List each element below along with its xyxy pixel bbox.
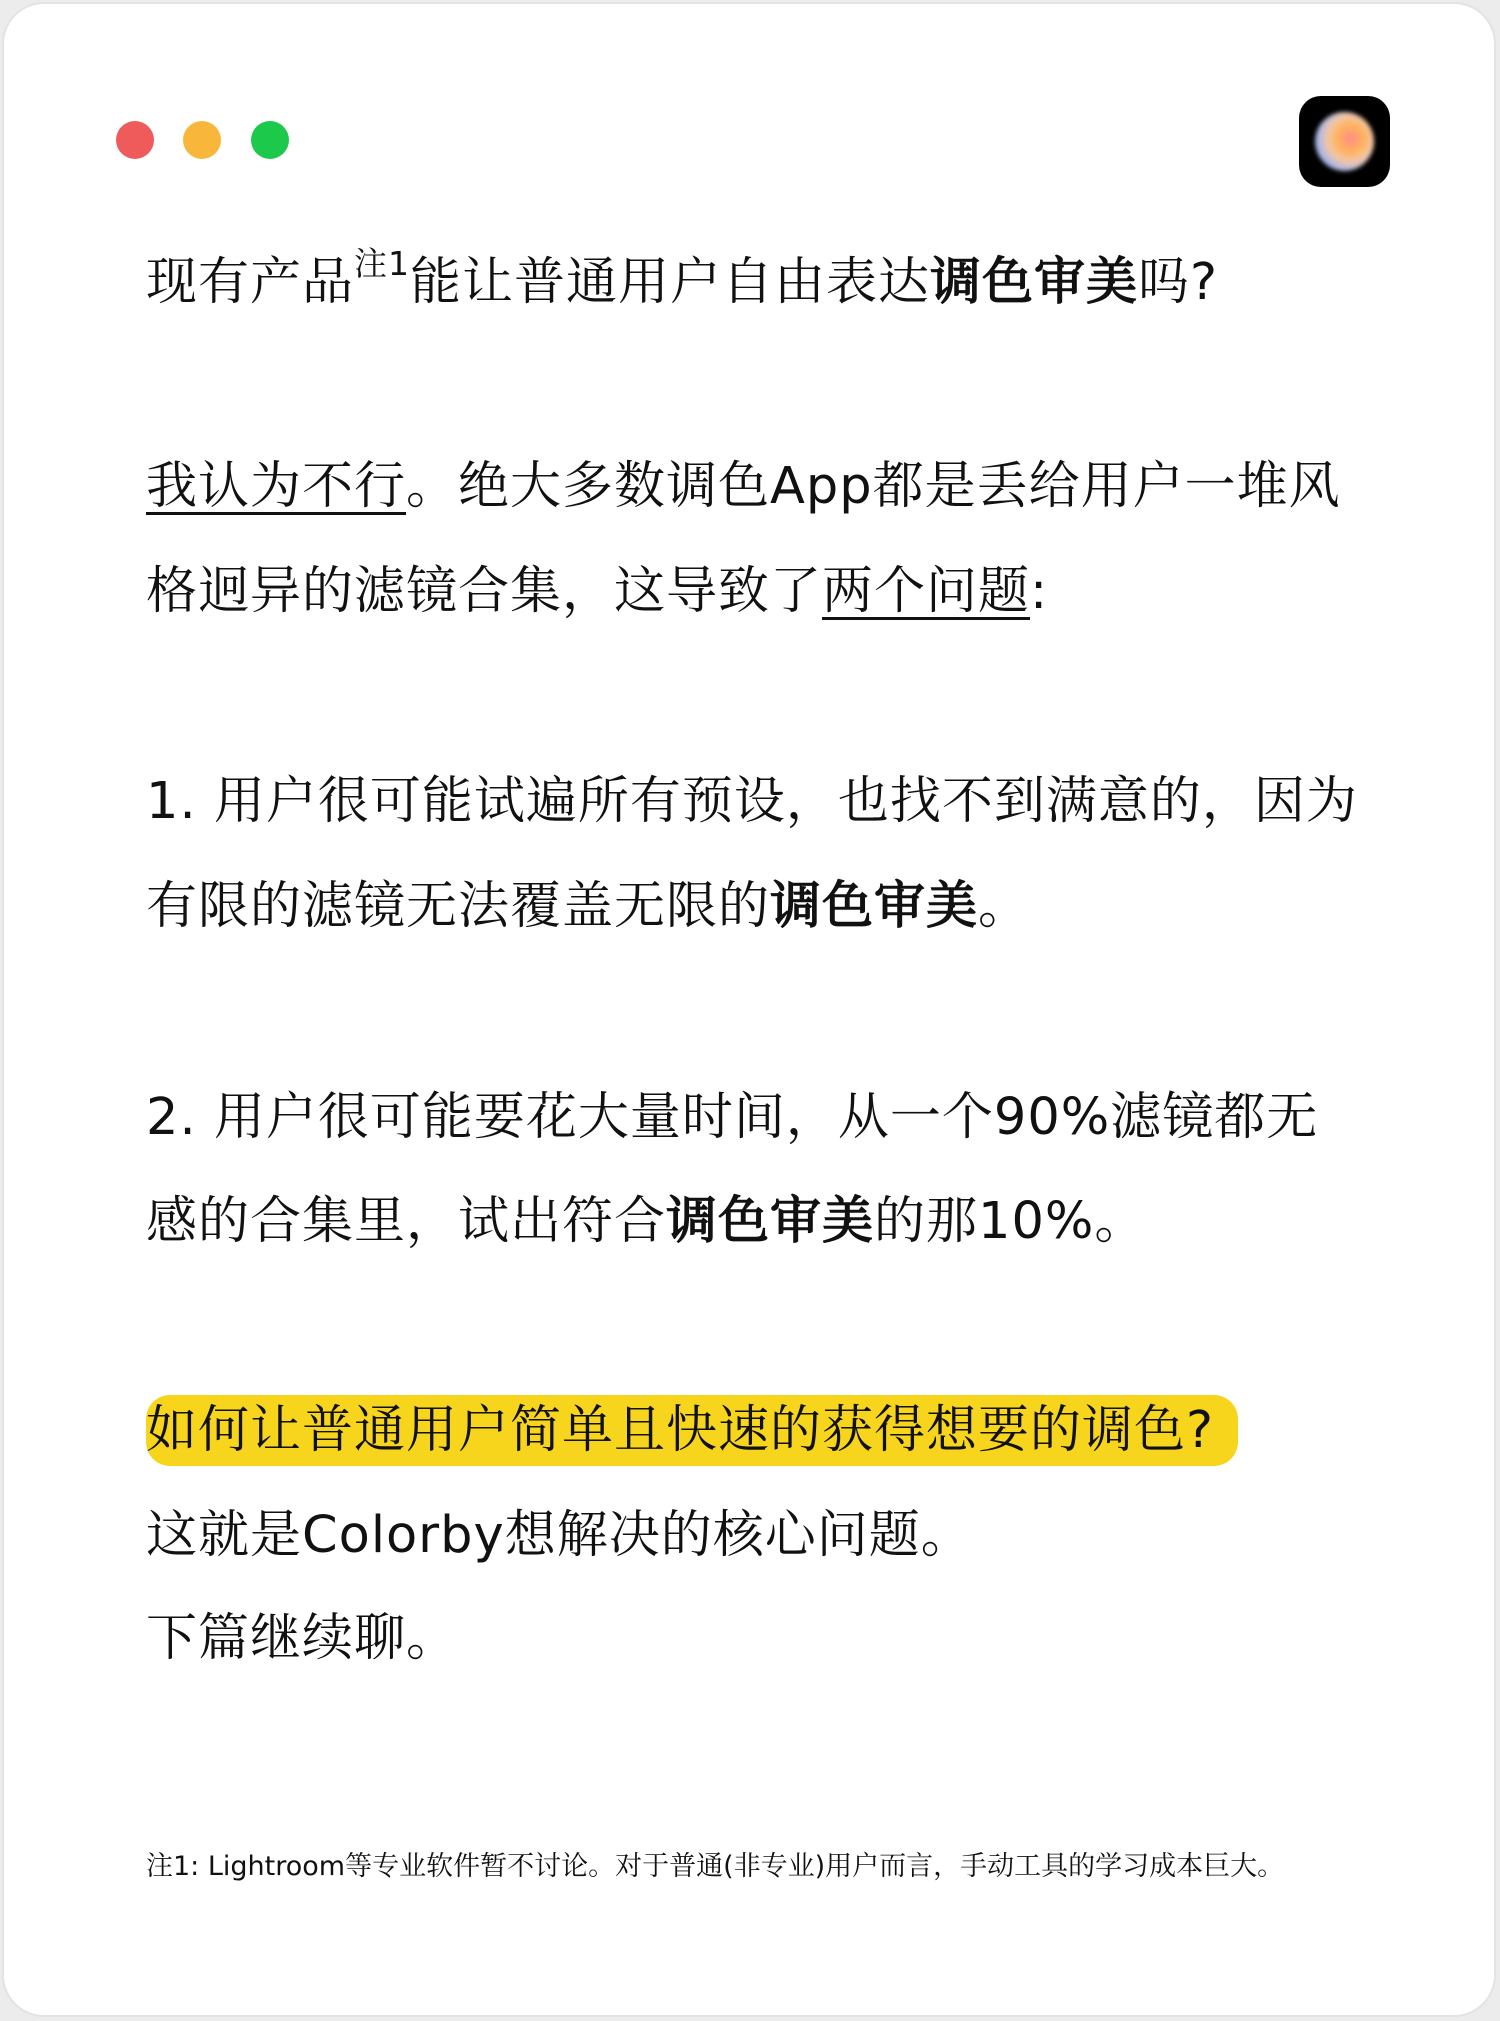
maximize-window-icon[interactable] <box>251 121 289 159</box>
minimize-window-icon[interactable] <box>183 121 221 159</box>
conclusion-line <box>146 1501 973 1571</box>
highlighted-question-line <box>146 1396 1238 1466</box>
point-2-line-1 <box>146 1083 1318 1153</box>
footnote-ref[interactable]: 注1 <box>354 244 411 283</box>
next-post-line <box>146 1604 458 1674</box>
text-segment: 的那10%。 <box>874 1192 1147 1251</box>
text-segment: 格迥异的滤镜合集，这导致了 <box>146 562 823 621</box>
close-window-icon[interactable] <box>116 121 154 159</box>
point-2-line-2 <box>146 1187 1146 1257</box>
text-segment: 1. 用户很可能试遍所有预设，也找不到满意的，因为 <box>146 772 1358 831</box>
text-segment: 。绝大多数调色App都是丢给用户一堆风 <box>406 457 1341 516</box>
text-segment: 下篇继续聊。 <box>146 1609 459 1668</box>
colorby-app-icon[interactable] <box>1299 96 1390 187</box>
text-segment: 能让普通用户自由表达 <box>410 253 931 312</box>
text-segment: 2. 用户很可能要花大量时间，从一个90%滤镜都无 <box>146 1088 1319 1147</box>
highlighted-phrase: 如何让普通用户简单且快速的获得想要的调色? <box>146 1395 1238 1466</box>
text-segment: 现有产品 <box>146 253 355 312</box>
answer-line-1 <box>146 452 1341 522</box>
color-orb-icon <box>1315 112 1374 171</box>
text-segment: 这就是Colorby想解决的核心问题。 <box>146 1506 973 1565</box>
text-segment: 吗? <box>1138 253 1219 312</box>
text-segment: : <box>1030 562 1049 621</box>
text-segment: 感的合集里，试出符合 <box>146 1192 667 1251</box>
bold-phrase: 调色审美 <box>770 877 979 936</box>
post-card <box>2 2 1496 2017</box>
underlined-phrase: 两个问题 <box>822 562 1031 621</box>
answer-line-2 <box>146 557 1048 627</box>
underlined-phrase: 我认为不行 <box>146 457 407 516</box>
bold-phrase: 调色审美 <box>666 1192 875 1251</box>
text-segment: 。 <box>978 877 1031 936</box>
footnote: 注1: Lightroom等专业软件暂不讨论。对于普通(非专业)用户而言，手动工具的学习成本巨大。 <box>146 1851 1285 1882</box>
question-line <box>146 244 1219 318</box>
bold-phrase: 调色审美 <box>930 253 1139 312</box>
point-1-line-1 <box>146 767 1358 837</box>
point-1-line-2 <box>146 872 1030 942</box>
text-segment: 有限的滤镜无法覆盖无限的 <box>146 877 771 936</box>
